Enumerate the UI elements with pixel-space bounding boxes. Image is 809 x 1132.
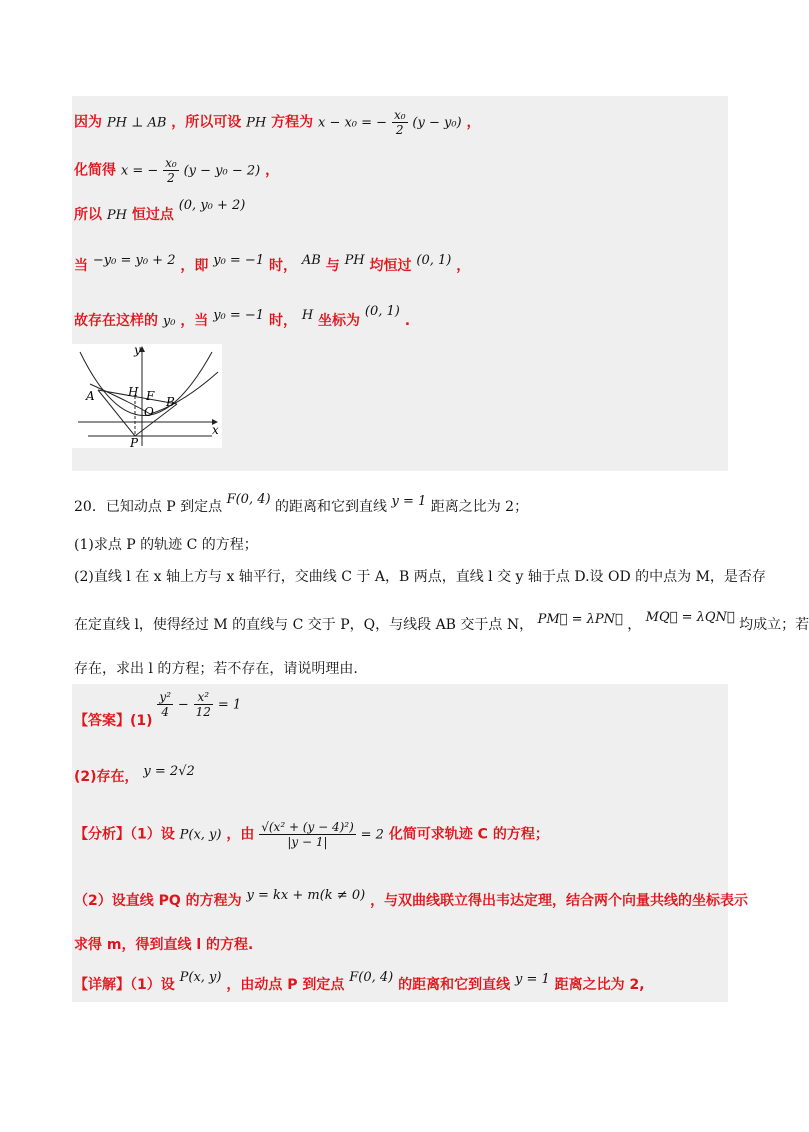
math-fraction: $\frac{\text{x₀}}{2}$ <box>165 156 177 185</box>
detail-text: 距离之比为 2, <box>554 977 645 993</box>
math-expression: = 1 <box>217 697 242 713</box>
analysis-line-2 <box>74 890 748 910</box>
math-expression: F(0, 4) <box>349 970 394 985</box>
solution-text: ，所以可设 <box>171 114 242 131</box>
math-expression: (y − y₀) <box>412 115 462 131</box>
label-x: x <box>212 423 219 437</box>
math-expression: AB <box>301 253 321 268</box>
solution-text: ， <box>466 114 481 131</box>
math-expression: F(0, 4) <box>226 492 271 507</box>
analysis-text: ，与双曲线联立得出韦达定理，结合两个向量共线的坐标表示 <box>370 893 749 909</box>
label-y: y <box>134 343 141 357</box>
problem-text: 的距离和它到直线 <box>275 499 388 515</box>
math-expression: PH ⊥ AB <box>106 115 167 131</box>
solution-text: ，当 <box>180 313 209 329</box>
parabola-hyperbola-figure <box>72 344 222 448</box>
label-h: H <box>128 385 139 399</box>
problem-line-1 <box>74 492 529 516</box>
analysis-text: 化简可求轨迹 C 的方程； <box>388 826 549 843</box>
solution-text: 因为 <box>74 114 102 131</box>
label-a: A <box>86 389 95 403</box>
problem-text: 在定直线 l，使得经过 M 的直线与 C 交于 P，Q，与线段 AB 交于点 N， <box>74 617 534 633</box>
problem-text: ， <box>627 617 642 633</box>
math-expression: PH <box>246 115 267 131</box>
problem-line-5: 存在，求出 l 的方程；若不存在，请说明理由. <box>74 661 358 677</box>
detail-line-1 <box>74 970 645 994</box>
problem-part-1: (1)求点 P 的轨迹 C 的方程； <box>74 537 258 553</box>
label-p: P <box>130 436 139 450</box>
math-expression: y₀ <box>162 314 176 329</box>
solution-line-3 <box>74 198 246 224</box>
answer-line-2 <box>74 766 195 786</box>
solution-text: 当 <box>74 258 88 274</box>
label-f: F <box>146 389 155 403</box>
math-expression: P(x, y) <box>179 827 222 843</box>
figure-svg <box>72 344 222 448</box>
math-expression: − <box>177 697 189 713</box>
solution-line-1 <box>74 108 480 137</box>
detail-label: 【详解】（1）设 <box>74 977 175 993</box>
solution-text: 时， <box>268 313 297 329</box>
solution-text: ， <box>456 258 471 274</box>
math-expression: PH <box>344 253 365 268</box>
math-expression: y = 1 <box>391 494 427 509</box>
math-expression: (0, 1) <box>364 304 400 319</box>
math-expression: MQ⃗ = λQN⃗ <box>645 610 735 625</box>
math-expression: y = 2√2 <box>143 764 195 779</box>
problem-text: 距离之比为 2； <box>430 499 529 515</box>
solution-text: 恒过点 <box>131 207 174 223</box>
solution-line-5 <box>74 304 411 330</box>
solution-text: 化简得 <box>74 162 116 179</box>
math-expression: y = kx + m(k ≠ 0) <box>246 888 366 903</box>
analysis-line-3: 求得 m，得到直线 l 的方程. <box>74 937 254 953</box>
solution-text: 所以 <box>74 207 102 223</box>
solution-text: ，即 <box>180 258 209 274</box>
math-fraction: $\frac{\text{√(x² + (y − 4)²)}}{|y - 1|}$ <box>261 820 354 849</box>
answer-label: 【答案】(1) <box>74 712 153 729</box>
analysis-text: ，由 <box>226 826 255 843</box>
detail-text: ，由动点 P 到定点 <box>226 977 345 993</box>
math-expression: (0, 1) <box>416 253 452 268</box>
problem-text: 均成立；若 <box>739 617 809 633</box>
math-expression: P(x, y) <box>179 970 222 985</box>
problem-text: 20．已知动点 P 到定点 <box>74 499 223 515</box>
math-expression: y₀ = −1 <box>213 253 265 268</box>
math-expression: −y₀ = y₀ + 2 <box>92 253 176 268</box>
label-o: O <box>144 405 154 419</box>
solution-text: ， <box>265 162 280 179</box>
analysis-text: （2）设直线 PQ 的方程为 <box>74 893 242 909</box>
math-expression: x = − <box>120 163 159 179</box>
analysis-label: 【分析】（1）设 <box>74 826 175 843</box>
math-expression: y₀ = −1 <box>213 308 265 323</box>
solution-line-4 <box>74 255 470 275</box>
math-expression: PH <box>106 208 127 223</box>
solution-text: 均恒过 <box>369 258 412 274</box>
math-expression: y = 1 <box>514 972 550 987</box>
math-fraction: $\frac{\text{x₀}}{2}$ <box>393 108 406 137</box>
math-expression: (y − y₀ − 2) <box>183 163 261 179</box>
solution-text: . <box>404 313 411 329</box>
solution-text: 故存在这样的 <box>74 313 158 329</box>
analysis-line-1 <box>74 820 549 849</box>
detail-text: 的距离和它到直线 <box>398 977 511 993</box>
math-expression: (0, y₀ + 2) <box>178 198 246 213</box>
problem-line-4 <box>74 610 809 634</box>
math-expression: H <box>301 308 314 323</box>
math-fraction: $\frac{\text{x²}}{12}$ <box>195 690 211 719</box>
label-b: B <box>166 395 175 409</box>
solution-text: 方程为 <box>271 114 314 131</box>
math-expression: x − x₀ = − <box>317 115 388 131</box>
math-expression: = 2 <box>360 827 384 843</box>
solution-text: 与 <box>325 258 340 274</box>
answer-text: (2)存在， <box>74 769 139 785</box>
math-expression: PM⃗ = λPN⃗ <box>537 612 623 627</box>
math-fraction: $\frac{\text{y²}}{4}$ <box>159 690 172 719</box>
answer-line-1 <box>74 690 242 729</box>
solution-text: 坐标为 <box>318 313 361 329</box>
solution-line-2 <box>74 156 279 185</box>
problem-part-2: (2)直线 l 在 x 轴上方与 x 轴平行，交曲线 C 于 A，B 两点，直线 l 交 y 轴于点 D.设 OD 的中点为 M，是否存 <box>74 569 766 585</box>
solution-text: 时， <box>268 258 297 274</box>
